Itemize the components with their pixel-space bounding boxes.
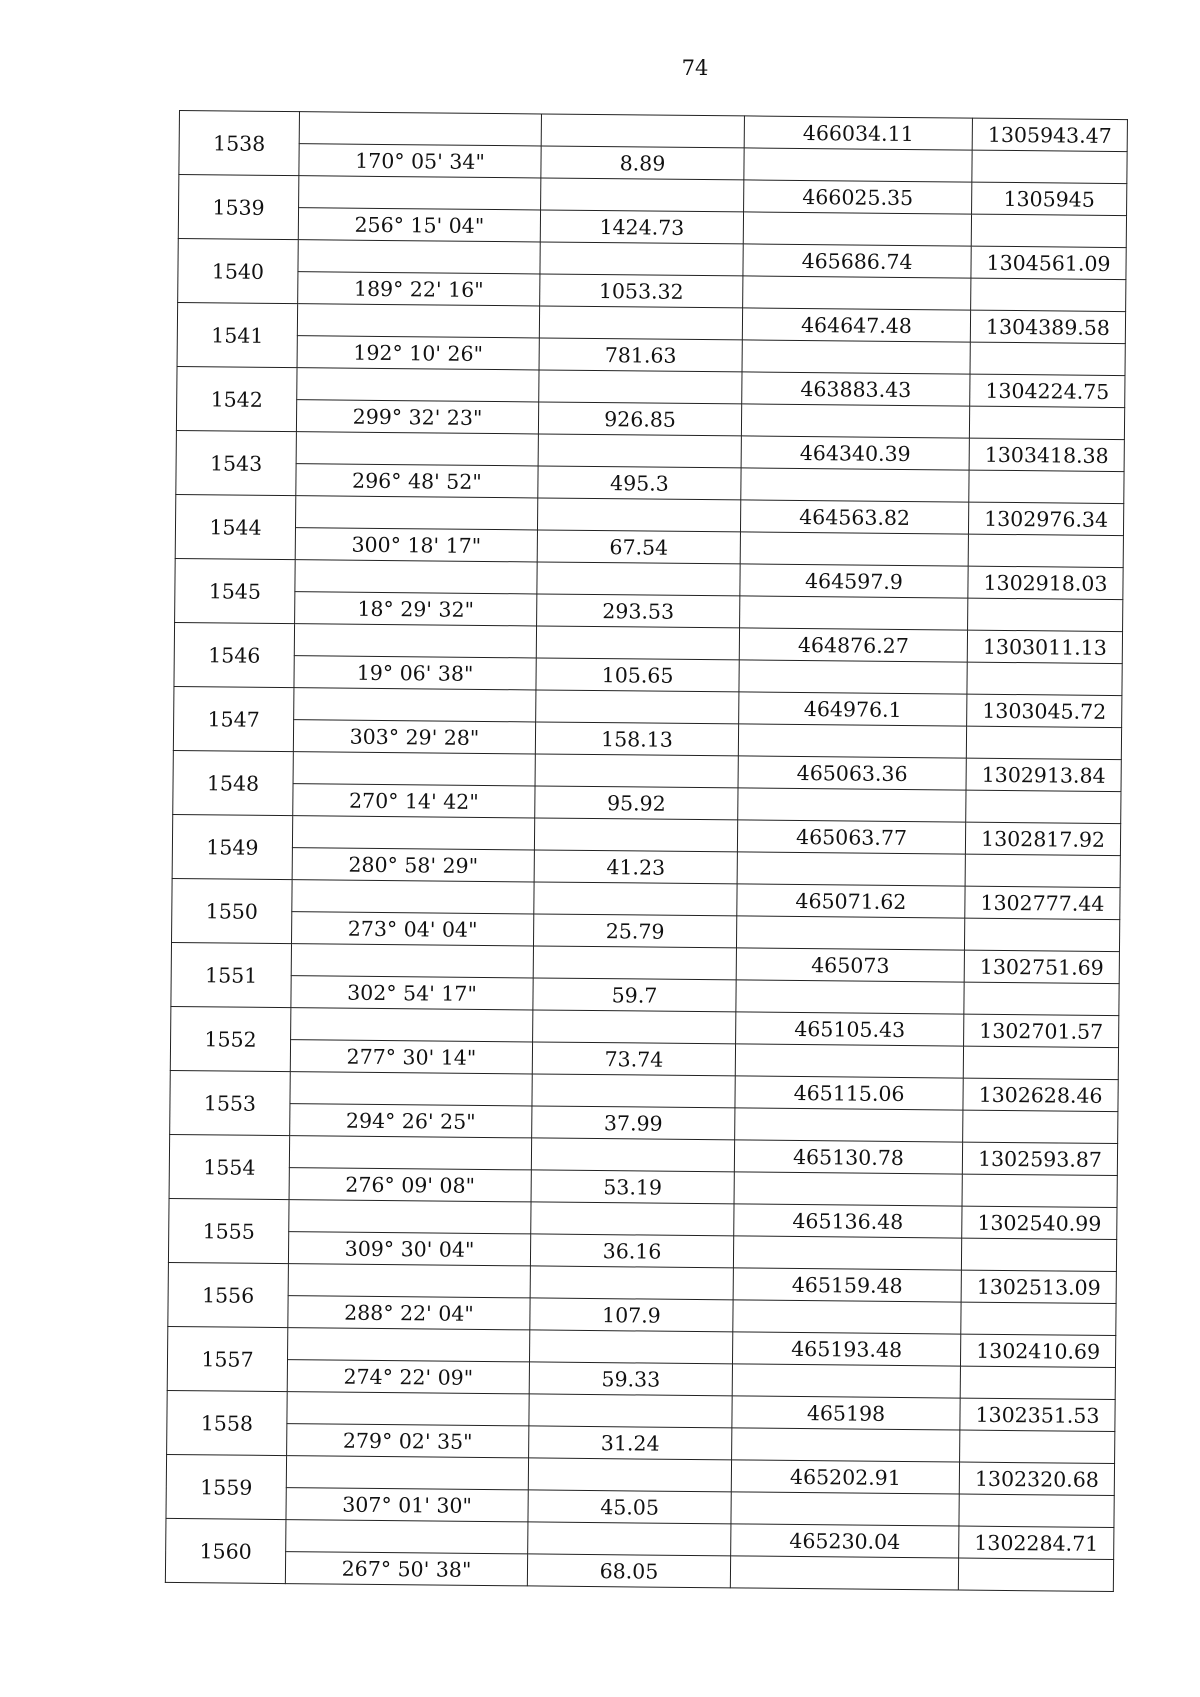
empty-cell	[969, 470, 1124, 503]
bearing-value: 309° 30' 04"	[288, 1232, 530, 1266]
empty-cell	[294, 624, 536, 658]
northing-value: 465115.06	[735, 1076, 963, 1110]
northing-value: 465159.48	[733, 1268, 961, 1302]
empty-cell	[740, 532, 968, 566]
empty-cell	[295, 560, 537, 594]
empty-cell	[972, 150, 1127, 183]
easting-value: 1302701.57	[964, 1014, 1119, 1047]
station-id: 1546	[174, 622, 295, 687]
empty-cell	[533, 1010, 736, 1044]
station-id: 1545	[175, 558, 296, 623]
distance-value: 31.24	[529, 1426, 732, 1460]
coordinate-table	[165, 110, 1128, 1592]
empty-cell	[294, 688, 536, 722]
northing-value: 465073	[736, 948, 964, 982]
empty-cell	[960, 1366, 1115, 1399]
bearing-value: 18° 29' 32"	[295, 592, 537, 626]
empty-cell	[290, 1072, 532, 1106]
empty-cell	[528, 1522, 731, 1556]
empty-cell	[292, 880, 534, 914]
bearing-value: 270° 14' 42"	[293, 784, 535, 818]
station-id: 1554	[169, 1134, 290, 1199]
station-id: 1556	[168, 1262, 289, 1327]
easting-value: 1302751.69	[964, 950, 1119, 983]
northing-value: 465193.48	[732, 1332, 960, 1366]
easting-value: 1302817.92	[965, 822, 1120, 855]
bearing-value: 192° 10' 26"	[297, 336, 539, 370]
northing-value: 465230.04	[731, 1524, 959, 1558]
bearing-value: 274° 22' 09"	[287, 1360, 529, 1394]
distance-value: 59.7	[533, 978, 736, 1012]
distance-value: 67.54	[537, 530, 740, 564]
bearing-value: 303° 29' 28"	[293, 720, 535, 754]
northing-value: 465686.74	[743, 244, 971, 278]
empty-cell	[531, 1138, 734, 1172]
empty-cell	[289, 1200, 531, 1234]
empty-cell	[968, 598, 1123, 631]
empty-cell	[541, 178, 744, 212]
empty-cell	[963, 1046, 1118, 1079]
bearing-value: 19° 06' 38"	[294, 656, 536, 690]
empty-cell	[736, 916, 964, 950]
northing-value: 465063.77	[737, 820, 965, 854]
distance-value: 25.79	[533, 914, 736, 948]
distance-value: 1053.32	[540, 274, 743, 308]
bearing-value: 279° 02' 35"	[287, 1424, 529, 1458]
station-id: 1538	[179, 111, 300, 176]
empty-cell	[744, 148, 972, 182]
station-id: 1541	[177, 302, 298, 367]
empty-cell	[960, 1430, 1115, 1463]
empty-cell	[964, 982, 1119, 1015]
empty-cell	[286, 1520, 528, 1554]
distance-value: 41.23	[534, 850, 737, 884]
empty-cell	[731, 1492, 959, 1526]
distance-value: 293.53	[537, 594, 740, 628]
easting-value: 1302593.87	[962, 1142, 1117, 1175]
northing-value: 465202.91	[731, 1460, 959, 1494]
empty-cell	[537, 498, 740, 532]
easting-value: 1302351.53	[960, 1398, 1115, 1431]
station-id: 1544	[175, 494, 296, 559]
station-id: 1557	[167, 1326, 288, 1391]
station-id: 1555	[168, 1198, 289, 1263]
northing-value: 466025.35	[744, 180, 972, 214]
empty-cell	[959, 1494, 1114, 1527]
empty-cell	[738, 724, 966, 758]
distance-value: 36.16	[530, 1234, 733, 1268]
empty-cell	[958, 1558, 1113, 1591]
empty-cell	[536, 626, 739, 660]
easting-value: 1304389.58	[970, 310, 1125, 343]
easting-value: 1303045.72	[967, 694, 1122, 727]
station-id: 1558	[167, 1390, 288, 1455]
empty-cell	[298, 240, 540, 274]
northing-value: 465198	[732, 1396, 960, 1430]
empty-cell	[540, 242, 743, 276]
easting-value: 1304224.75	[970, 374, 1125, 407]
page-number: 74	[681, 56, 709, 80]
empty-cell	[735, 1108, 963, 1142]
northing-value: 465105.43	[736, 1012, 964, 1046]
bearing-value: 300° 18' 17"	[295, 528, 537, 562]
empty-cell	[291, 944, 533, 978]
station-id: 1551	[171, 942, 292, 1007]
empty-cell	[966, 726, 1121, 759]
empty-cell	[531, 1202, 734, 1236]
northing-value: 464876.27	[739, 628, 967, 662]
empty-cell	[532, 1074, 735, 1108]
empty-cell	[286, 1456, 528, 1490]
distance-value: 107.9	[530, 1298, 733, 1332]
empty-cell	[743, 276, 971, 310]
distance-value: 926.85	[538, 402, 741, 436]
empty-cell	[541, 114, 744, 148]
empty-cell	[967, 662, 1122, 695]
bearing-value: 299° 32' 23"	[296, 400, 538, 434]
distance-value: 105.65	[536, 658, 739, 692]
distance-value: 59.33	[529, 1362, 732, 1396]
easting-value: 1302540.99	[962, 1206, 1117, 1239]
empty-cell	[289, 1136, 531, 1170]
empty-cell	[961, 1238, 1116, 1271]
empty-cell	[539, 306, 742, 340]
station-id: 1560	[165, 1518, 286, 1583]
northing-value: 464340.39	[741, 436, 969, 470]
empty-cell	[741, 468, 969, 502]
station-id: 1550	[172, 878, 293, 943]
empty-cell	[528, 1458, 731, 1492]
station-id: 1552	[170, 1006, 291, 1071]
bearing-value: 170° 05' 34"	[299, 144, 541, 178]
empty-cell	[971, 278, 1126, 311]
empty-cell	[534, 882, 737, 916]
bearing-value: 273° 04' 04"	[292, 912, 534, 946]
empty-cell	[730, 1556, 958, 1590]
distance-value: 158.13	[535, 722, 738, 756]
empty-cell	[288, 1328, 530, 1362]
station-id: 1548	[173, 750, 294, 815]
empty-cell	[292, 816, 534, 850]
coordinate-table-container	[165, 110, 1127, 1592]
easting-value: 1302320.68	[959, 1462, 1114, 1495]
empty-cell	[295, 496, 537, 530]
bearing-value: 189° 22' 16"	[298, 272, 540, 306]
empty-cell	[529, 1330, 732, 1364]
empty-cell	[964, 918, 1119, 951]
empty-cell	[736, 980, 964, 1014]
empty-cell	[530, 1266, 733, 1300]
empty-cell	[288, 1264, 530, 1298]
easting-value: 1305943.47	[972, 118, 1127, 151]
easting-value: 1302777.44	[965, 886, 1120, 919]
station-id: 1543	[176, 430, 297, 495]
bearing-value: 294° 26' 25"	[290, 1104, 532, 1138]
bearing-value: 307° 01' 30"	[286, 1488, 528, 1522]
northing-value: 465063.36	[738, 756, 966, 790]
empty-cell	[963, 1110, 1118, 1143]
coordinate-table-body	[165, 111, 1127, 1592]
empty-cell	[535, 754, 738, 788]
northing-value: 465071.62	[737, 884, 965, 918]
empty-cell	[538, 434, 741, 468]
northing-value: 465136.48	[734, 1204, 962, 1238]
empty-cell	[966, 790, 1121, 823]
station-id: 1547	[173, 686, 294, 751]
empty-cell	[536, 690, 739, 724]
station-id: 1559	[166, 1454, 287, 1519]
empty-cell	[733, 1300, 961, 1334]
empty-cell	[743, 212, 971, 246]
distance-value: 495.3	[538, 466, 741, 500]
station-id: 1540	[178, 238, 299, 303]
empty-cell	[735, 1044, 963, 1078]
northing-value: 464563.82	[740, 500, 968, 534]
easting-value: 1302513.09	[961, 1270, 1116, 1303]
empty-cell	[968, 534, 1123, 567]
bearing-value: 267° 50' 38"	[285, 1552, 527, 1586]
northing-value: 464647.48	[742, 308, 970, 342]
empty-cell	[734, 1172, 962, 1206]
bearing-value: 276° 09' 08"	[289, 1168, 531, 1202]
empty-cell	[740, 596, 968, 630]
empty-cell	[961, 1302, 1116, 1335]
empty-cell	[737, 852, 965, 886]
northing-value: 463883.43	[742, 372, 970, 406]
empty-cell	[291, 1008, 533, 1042]
easting-value: 1302628.46	[963, 1078, 1118, 1111]
distance-value: 95.92	[535, 786, 738, 820]
easting-value: 1304561.09	[971, 246, 1126, 279]
distance-value: 73.74	[532, 1042, 735, 1076]
empty-cell	[741, 404, 969, 438]
empty-cell	[969, 406, 1124, 439]
empty-cell	[971, 214, 1126, 247]
bearing-value: 302° 54' 17"	[291, 976, 533, 1010]
empty-cell	[732, 1428, 960, 1462]
northing-value: 464976.1	[739, 692, 967, 726]
empty-cell	[533, 946, 736, 980]
empty-cell	[534, 818, 737, 852]
empty-cell	[732, 1364, 960, 1398]
easting-value: 1302913.84	[966, 758, 1121, 791]
distance-value: 1424.73	[540, 210, 743, 244]
northing-value: 465130.78	[734, 1140, 962, 1174]
empty-cell	[297, 304, 539, 338]
empty-cell	[287, 1392, 529, 1426]
northing-value: 464597.9	[740, 564, 968, 598]
station-id: 1539	[178, 175, 299, 240]
empty-cell	[742, 340, 970, 374]
bearing-value: 296° 48' 52"	[296, 464, 538, 498]
easting-value: 1302410.69	[960, 1334, 1115, 1367]
empty-cell	[739, 660, 967, 694]
empty-cell	[297, 368, 539, 402]
empty-cell	[293, 752, 535, 786]
distance-value: 37.99	[532, 1106, 735, 1140]
empty-cell	[537, 562, 740, 596]
distance-value: 45.05	[528, 1490, 731, 1524]
empty-cell	[299, 112, 541, 146]
empty-cell	[733, 1236, 961, 1270]
bearing-value: 288° 22' 04"	[288, 1296, 530, 1330]
bearing-value: 256° 15' 04"	[298, 208, 540, 242]
distance-value: 781.63	[539, 338, 742, 372]
distance-value: 68.05	[527, 1554, 730, 1588]
station-id: 1553	[170, 1070, 291, 1135]
easting-value: 1302918.03	[968, 566, 1123, 599]
bearing-value: 277° 30' 14"	[290, 1040, 532, 1074]
empty-cell	[529, 1394, 732, 1428]
empty-cell	[962, 1174, 1117, 1207]
empty-cell	[539, 370, 742, 404]
empty-cell	[965, 854, 1120, 887]
easting-value: 1303418.38	[969, 438, 1124, 471]
empty-cell	[738, 788, 966, 822]
easting-value: 1305945	[972, 182, 1127, 215]
station-id: 1542	[176, 366, 297, 431]
empty-cell	[296, 432, 538, 466]
empty-cell	[299, 176, 541, 210]
easting-value: 1302284.71	[959, 1526, 1114, 1559]
easting-value: 1303011.13	[967, 630, 1122, 663]
distance-value: 53.19	[531, 1170, 734, 1204]
bearing-value: 280° 58' 29"	[292, 848, 534, 882]
easting-value: 1302976.34	[968, 502, 1123, 535]
distance-value: 8.89	[541, 146, 744, 180]
empty-cell	[970, 342, 1125, 375]
station-id: 1549	[172, 814, 293, 879]
northing-value: 466034.11	[744, 116, 972, 150]
